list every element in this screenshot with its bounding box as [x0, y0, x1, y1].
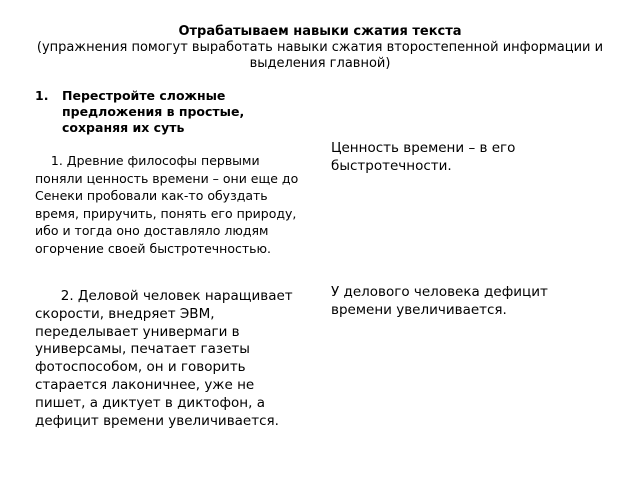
exercise-sentence-1 [35, 152, 303, 257]
slide-header [20, 24, 620, 72]
answer-2: У делового человека дефицит времени увеличивается. [331, 284, 548, 318]
task-number: 1. [35, 88, 49, 103]
task-text: Перестройте сложные предложения в простые, сохраняя их суть [62, 88, 245, 135]
answer-1: Ценность времени – в его быстротечности. [331, 140, 516, 174]
exercise-sentence-2-text: 2. Деловой человек наращивает скорости, внедряет ЭВМ, переделывает универмаги в универсамы, печатает газеты фотоспособом, он и говорить старается лаконичнее, уже не пишет, а диктует в диктофон, а дефицит времени увеличивается. [35, 288, 293, 429]
indent [35, 153, 51, 168]
slide-title: Отрабатываем навыки сжатия текста [178, 24, 462, 39]
exercise-sentence-2 [35, 288, 303, 430]
exercise-sentence-1-text: 1. Древние философы первыми поняли ценность времени – они еще до Сенеки пробовали как-то обуздать время, приручить, понять его природу, ибо и тогда оно доставляло людям огорчение своей быстротечностью. [35, 153, 299, 256]
indent [35, 288, 61, 304]
slide-subtitle: (упражнения помогут выработать навыки сжатия второстепенной информации и выделения главной) [36, 40, 604, 71]
